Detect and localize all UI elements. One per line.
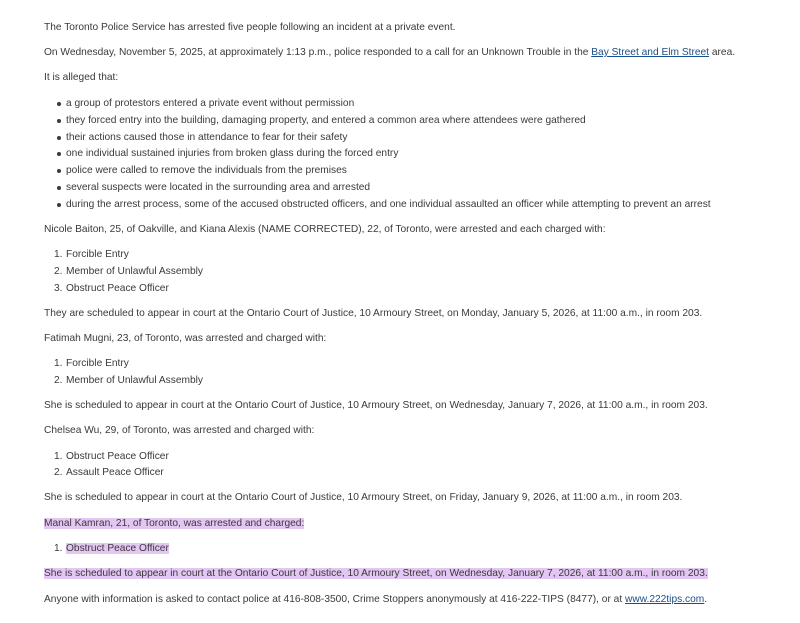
list-number: 1. xyxy=(54,543,63,554)
court-paragraph-1: They are scheduled to appear in court at the Ontario Court of Justice, 10 Armoury Street, on Monday, January 5, 2026, at 11:00 a.m., in room 203. xyxy=(44,308,703,319)
charge-item: Obstruct Peace Officer xyxy=(66,451,169,462)
charged-paragraph-2: Fatimah Mugni, 23, of Toronto, was arrested and charged with: xyxy=(44,333,327,344)
charged-paragraph-1: Nicole Baiton, 25, of Oakville, and Kiana Alexis (NAME CORRECTED), 22, of Toronto, were arrested and each charged with: xyxy=(44,224,606,235)
bullet-icon xyxy=(57,203,61,207)
list-number: 3. xyxy=(54,283,63,294)
charge-item xyxy=(66,542,169,555)
list-number: 1. xyxy=(54,249,63,260)
bullet-icon xyxy=(57,136,61,140)
bullet-icon xyxy=(57,186,61,190)
crime-stoppers-link[interactable]: www.222tips.com xyxy=(625,594,705,605)
contact-paragraph xyxy=(44,593,707,606)
highlighted-text: Manal Kamran, 21, of Toronto, was arrested and charged: xyxy=(44,518,305,529)
list-item: they forced entry into the building, damaging property, and entered a common area where attendees were gathered xyxy=(66,115,586,126)
court-paragraph-4 xyxy=(44,567,708,580)
court-paragraph-3: She is scheduled to appear in court at the Ontario Court of Justice, 10 Armoury Street, on Friday, January 9, 2026, at 11:00 a.m., in room 203. xyxy=(44,492,683,503)
contact-text-end: . xyxy=(704,594,708,605)
intro-paragraph: The Toronto Police Service has arrested five people following an incident at a private event. xyxy=(44,22,456,33)
charged-paragraph-4 xyxy=(44,517,304,530)
list-item: one individual sustained injuries from broken glass during the forced entry xyxy=(66,148,399,159)
charge-item: Member of Unlawful Assembly xyxy=(66,375,204,386)
bullet-icon xyxy=(57,119,61,123)
list-item: a group of protestors entered a private event without permission xyxy=(66,98,355,109)
charged-paragraph-3: Chelsea Wu, 29, of Toronto, was arrested and charged with: xyxy=(44,425,315,436)
charge-item: Forcible Entry xyxy=(66,358,129,369)
charge-item: Forcible Entry xyxy=(66,249,129,260)
list-number: 2. xyxy=(54,266,63,277)
list-item: during the arrest process, some of the accused obstructed officers, and one individual assaulted an officer while attempting to prevent an arrest xyxy=(66,199,711,210)
charge-item: Obstruct Peace Officer xyxy=(66,283,169,294)
list-item: their actions caused those in attendance to fear for their safety xyxy=(66,132,348,143)
list-number: 1. xyxy=(54,358,63,369)
charge-item: Assault Peace Officer xyxy=(66,467,164,478)
contact-text: Anyone with information is asked to contact police at 416-808-3500, Crime Stoppers anonymously at 416-222-TIPS (8477), or at xyxy=(44,594,626,605)
incident-text: On Wednesday, November 5, 2025, at approximately 1:13 p.m., police responded to a call for an Unknown Trouble in the xyxy=(44,47,592,58)
incident-paragraph xyxy=(44,46,735,59)
list-number: 2. xyxy=(54,375,63,386)
alleged-heading: It is alleged that: xyxy=(44,72,119,83)
list-item: police were called to remove the individuals from the premises xyxy=(66,165,347,176)
list-item: several suspects were located in the surrounding area and arrested xyxy=(66,182,371,193)
charge-item: Member of Unlawful Assembly xyxy=(66,266,204,277)
highlighted-text: Obstruct Peace Officer xyxy=(66,543,169,554)
bullet-icon xyxy=(57,152,61,156)
list-number: 1. xyxy=(54,451,63,462)
incident-text-end: area. xyxy=(709,47,736,58)
bullet-icon xyxy=(57,102,61,106)
list-number: 2. xyxy=(54,467,63,478)
highlighted-text: She is scheduled to appear in court at the Ontario Court of Justice, 10 Armoury Street, on Wednesday, January 7, 2026, at 11:00 a.m., in room 203. xyxy=(44,568,708,579)
court-paragraph-2: She is scheduled to appear in court at the Ontario Court of Justice, 10 Armoury Street, on Wednesday, January 7, 2026, at 11:00 a.m., in room 203. xyxy=(44,400,708,411)
location-link[interactable]: Bay Street and Elm Street xyxy=(591,47,710,58)
bullet-icon xyxy=(57,169,61,173)
